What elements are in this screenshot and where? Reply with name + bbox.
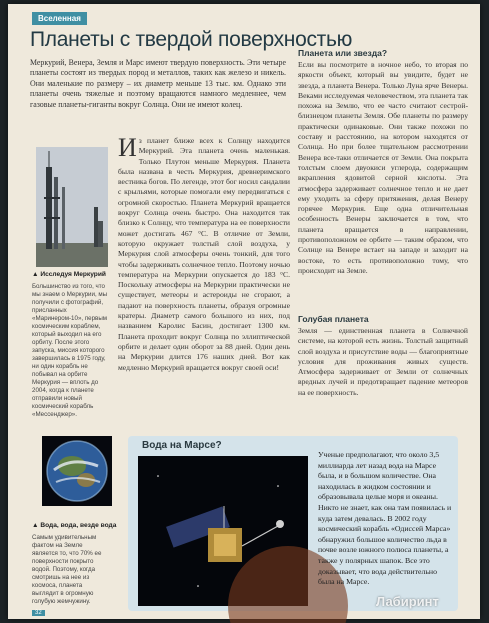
dropcap-letter: И xyxy=(118,133,137,162)
rocket-photo xyxy=(36,147,108,267)
rocket-caption: Большинство из того, что мы знаем о Меркурии, мы получили с фотографий, присланных «Маринером-10», первым космическим кораблем, который выходил на его орбиту. После этого запуска, миссия которого завершилась в 1975 году, ни один корабль не побывал на орбите Меркурия — вплоть до 2004, когда к планете отправили новый космический корабль «Мессенджер». xyxy=(32,283,108,418)
earth-caption-head: ▲ Вода, вода, везде вода xyxy=(32,522,117,529)
mars-sidebar xyxy=(128,436,458,611)
page-title: Планеты с твердой поверхностью xyxy=(30,28,353,51)
mars-title: Вода на Марсе? xyxy=(142,440,222,451)
earth-heading: Голубая планета xyxy=(298,314,369,324)
venus-paragraph: Если вы посмотрите в ночное небо, то вторая по яркости объект, который вы увидите, будет не звезда, а планета Венера. Только Луна ярче Венеры. Веками исследуемая человечеством, эта планета так похожа на Землю, что ее часто считают сестрой-близнецом планеты Земля. Обе планеты по размеру практически одинаковые. Они также похожи по составу и расстоянию, на котором находятся от Солнца. Но при более тщательном рассмотрении Венера все-таки отличается от Земли. Она покрыта толстым слоем двуокиси углерода, содержащим вкрапления ядовитой серной кислоты. Эта атмосфера задерживает солнечное тепло и не дает ему уходить за сферу притяжения, делая Венеру горячее Меркурия. Еще одна отличительная особенность Венеры заключается в том, что планета вращается в направлении, противоположном ее орбите — таким образом, что Солнце на Венере встает на западе и заходит на востоке, то есть противоположно тому, что происходит на Земле. xyxy=(298,60,468,275)
venus-heading: Планета или звезда? xyxy=(298,48,388,58)
page-number: 32 xyxy=(32,610,45,616)
earth-paragraph: Земля — единственная планета в Солнечной системе, на которой есть жизнь. Толстый защитный слой воздуха и присутствие воды — благоприятные условия для проживания живых существ. Атмосфера задерживает от Земли от солнечных вредных лучей и предотвращает падение метеоров на ее поверхность. xyxy=(298,326,468,397)
mars-odyssey-photo xyxy=(138,456,308,606)
intro-paragraph: Меркурий, Венера, Земля и Марс имеют твердую поверхность. Эти четыре планеты состоят из твердых пород и металлов, таких как железо и никель. Они маленькие по размеру – их диаметр меньше 13 тыс. км. Однако эти планеты очень тяжелые и поэтому вращаются намного медленнее, чем газовые планеты-гиганты вокруг Солнца. Они не имеют колец. xyxy=(30,58,286,109)
watermark-logo: Лабиринт xyxy=(376,594,439,609)
mercury-paragraph xyxy=(118,133,290,422)
earth-photo xyxy=(42,436,112,506)
mercury-text: з планет ближе всех к Солнцу находится Меркурий. Эта планета очень маленькая. Только Плутон меньше Меркурия. Планета была названа в честь Меркурия, древнеримского вестника богов. По легенде, этот бог носил сандалии с крыльями, которые помогали ему передвигаться с огромной скоростью. Планета Меркурий вращается вокруг Солнца очень быстро. Она находится так близко к Солнцу, что температура на ее поверхности может достигать 467 °С. В отличие от Земли, которую окружает толстый слой воздуха, у Меркурия слой атмосферы очень тонкий, для того чтобы задерживать солнечное тепло. Поэтому ночью температура на Меркурии опускается до 183 °С. Поскольку атмосферы на Меркурии практически не существует, метеоры и астероиды не сгорают, а падают на поверхность планеты, образуя огромные кратеры. Диаметр самого большого из них, под названием Каролис Басин, достигает 1300 км. Планета проходит вокруг Солнца по эллиптической орбите и делает один оборот за 88 дней. Один день на Меркурии длится 176 наших дней. Вот как медленно Меркурий вращается вокруг своей оси! xyxy=(118,136,290,372)
book-page xyxy=(8,4,480,619)
rocket-caption-head: ▲ Исследуя Меркурий xyxy=(32,271,106,278)
section-tag: Вселенная xyxy=(32,12,87,25)
earth-caption: Самым удивительным фактом на Земле является то, что 70% ее поверхности покрыто водой. Поэтому, когда смотришь на нее из космоса, планета выглядит в огромную голубую жемчужину. xyxy=(32,534,102,605)
mars-paragraph: Ученые предполагают, что около 3,5 миллиарда лет назад вода на Марсе была, и в большом количестве. Она находилась в жидком состоянии и образовывала целые моря и океаны. Никто не знает, как она там появилась и куда затем девалась. В 2002 году космический корабль «Одиссей Марса» обнаружил большое количество льда в почве возле южного полюса планеты, а также у полярных шапок. Все это доказывает, что вода действительно была на Марсе. xyxy=(318,450,452,587)
